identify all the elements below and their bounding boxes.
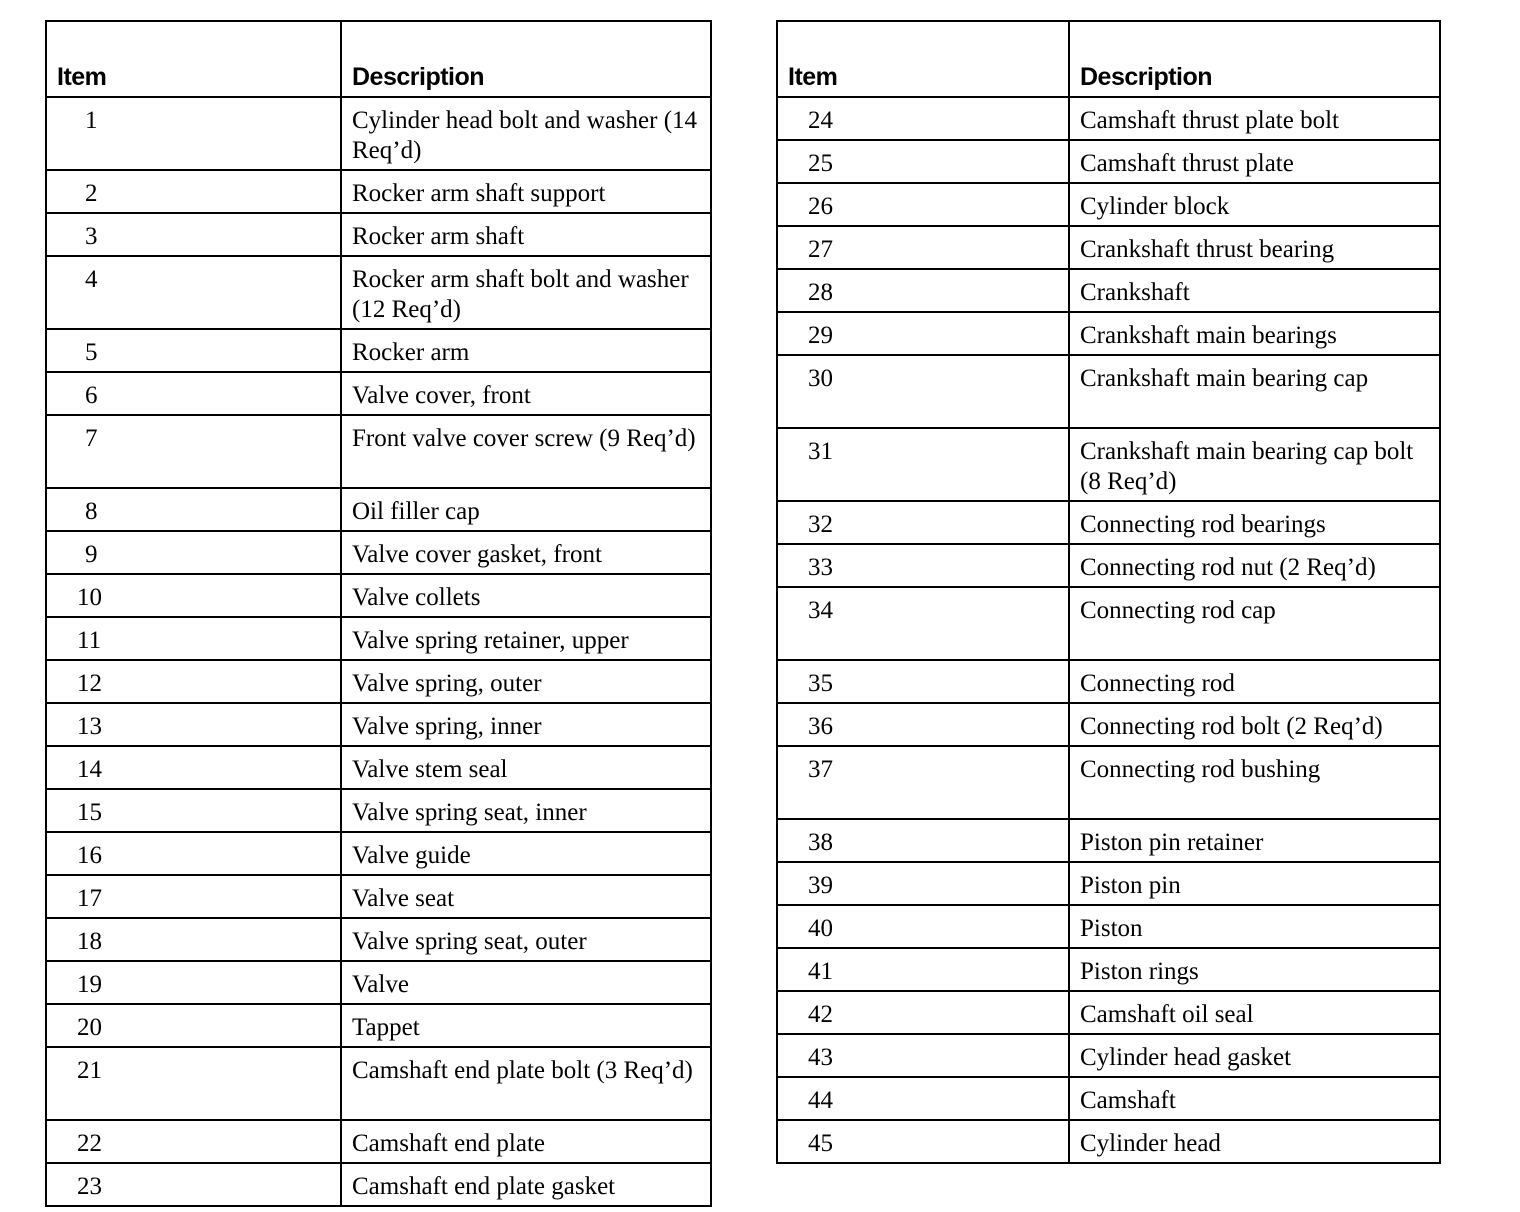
item-description: Valve spring retainer, upper xyxy=(341,617,711,660)
table-row xyxy=(46,1047,711,1120)
item-description: Connecting rod xyxy=(1069,660,1440,703)
item-number: 13 xyxy=(46,703,341,746)
table-row xyxy=(46,531,711,574)
table-row xyxy=(777,660,1440,703)
item-number: 3 xyxy=(46,213,341,256)
table-row xyxy=(777,269,1440,312)
item-number: 22 xyxy=(46,1120,341,1163)
item-description: Valve seat xyxy=(341,875,711,918)
item-number: 39 xyxy=(777,862,1069,905)
item-number: 26 xyxy=(777,183,1069,226)
item-description: Valve cover, front xyxy=(341,372,711,415)
header-row xyxy=(46,21,711,97)
item-description: Camshaft xyxy=(1069,1077,1440,1120)
table-row xyxy=(46,918,711,961)
item-description: Front valve cover screw (9 Req’d) xyxy=(341,415,711,488)
item-number: 19 xyxy=(46,961,341,1004)
item-description: Crankshaft main bearing cap xyxy=(1069,355,1440,428)
item-description: Valve xyxy=(341,961,711,1004)
item-description: Rocker arm xyxy=(341,329,711,372)
item-description: Valve spring seat, outer xyxy=(341,918,711,961)
item-number: 42 xyxy=(777,991,1069,1034)
item-number: 45 xyxy=(777,1120,1069,1163)
item-description: Valve guide xyxy=(341,832,711,875)
item-description: Crankshaft main bearing cap bolt (8 Req’d) xyxy=(1069,428,1440,501)
table-row xyxy=(777,428,1440,501)
item-header: Item xyxy=(777,21,1069,97)
item-description: Camshaft oil seal xyxy=(1069,991,1440,1034)
item-number: 27 xyxy=(777,226,1069,269)
parts-table-left xyxy=(45,20,712,1207)
table-row xyxy=(777,544,1440,587)
item-number: 16 xyxy=(46,832,341,875)
table-row xyxy=(46,1163,711,1206)
item-number: 7 xyxy=(46,415,341,488)
item-description: Piston pin xyxy=(1069,862,1440,905)
item-number: 4 xyxy=(46,256,341,329)
item-description: Camshaft end plate gasket xyxy=(341,1163,711,1206)
item-number: 14 xyxy=(46,746,341,789)
table-row xyxy=(777,703,1440,746)
table-row xyxy=(777,862,1440,905)
item-description: Cylinder head bolt and washer (14 Req’d) xyxy=(341,97,711,170)
table-row xyxy=(777,312,1440,355)
item-description: Camshaft thrust plate xyxy=(1069,140,1440,183)
table-row xyxy=(777,1120,1440,1163)
header-row xyxy=(777,21,1440,97)
item-number: 23 xyxy=(46,1163,341,1206)
item-number: 34 xyxy=(777,587,1069,660)
item-header: Item xyxy=(46,21,341,97)
item-description: Crankshaft xyxy=(1069,269,1440,312)
parts-table-left-body xyxy=(46,97,711,1206)
item-number: 30 xyxy=(777,355,1069,428)
item-number: 33 xyxy=(777,544,1069,587)
item-number: 15 xyxy=(46,789,341,832)
item-description: Tappet xyxy=(341,1004,711,1047)
item-description: Cylinder head gasket xyxy=(1069,1034,1440,1077)
item-number: 43 xyxy=(777,1034,1069,1077)
item-number: 24 xyxy=(777,97,1069,140)
table-row xyxy=(46,256,711,329)
item-number: 36 xyxy=(777,703,1069,746)
table-row xyxy=(46,170,711,213)
table-row xyxy=(777,746,1440,819)
item-description: Camshaft thrust plate bolt xyxy=(1069,97,1440,140)
item-description: Connecting rod bushing xyxy=(1069,746,1440,819)
item-number: 8 xyxy=(46,488,341,531)
item-description: Rocker arm shaft bolt and washer (12 Req’d) xyxy=(341,256,711,329)
table-row xyxy=(777,183,1440,226)
table-row xyxy=(777,819,1440,862)
item-number: 25 xyxy=(777,140,1069,183)
item-number: 12 xyxy=(46,660,341,703)
table-row xyxy=(46,789,711,832)
table-row xyxy=(46,875,711,918)
item-description: Valve stem seal xyxy=(341,746,711,789)
table-row xyxy=(46,213,711,256)
item-description: Valve spring, inner xyxy=(341,703,711,746)
item-number: 18 xyxy=(46,918,341,961)
parts-table-right xyxy=(776,20,1441,1164)
table-row xyxy=(46,372,711,415)
table-row xyxy=(46,488,711,531)
item-description: Valve cover gasket, front xyxy=(341,531,711,574)
table-row xyxy=(46,703,711,746)
item-description: Piston pin retainer xyxy=(1069,819,1440,862)
table-row xyxy=(46,617,711,660)
table-row xyxy=(46,415,711,488)
table-row xyxy=(46,1004,711,1047)
item-description: Crankshaft main bearings xyxy=(1069,312,1440,355)
item-number: 35 xyxy=(777,660,1069,703)
item-description: Connecting rod bolt (2 Req’d) xyxy=(1069,703,1440,746)
item-number: 40 xyxy=(777,905,1069,948)
table-row xyxy=(777,991,1440,1034)
table-row xyxy=(777,501,1440,544)
table-row xyxy=(46,832,711,875)
table-row xyxy=(46,746,711,789)
item-number: 41 xyxy=(777,948,1069,991)
table-row xyxy=(777,97,1440,140)
item-number: 38 xyxy=(777,819,1069,862)
item-description: Piston xyxy=(1069,905,1440,948)
item-description: Valve collets xyxy=(341,574,711,617)
table-row xyxy=(777,140,1440,183)
item-number: 44 xyxy=(777,1077,1069,1120)
table-row xyxy=(46,97,711,170)
table-row xyxy=(46,574,711,617)
item-description: Piston rings xyxy=(1069,948,1440,991)
item-description: Cylinder head xyxy=(1069,1120,1440,1163)
item-description: Rocker arm shaft xyxy=(341,213,711,256)
description-header: Description xyxy=(1069,21,1440,97)
item-description: Cylinder block xyxy=(1069,183,1440,226)
description-header: Description xyxy=(341,21,711,97)
table-row xyxy=(777,226,1440,269)
table-row xyxy=(46,961,711,1004)
item-number: 1 xyxy=(46,97,341,170)
item-number: 20 xyxy=(46,1004,341,1047)
item-number: 31 xyxy=(777,428,1069,501)
item-description: Camshaft end plate xyxy=(341,1120,711,1163)
table-row xyxy=(46,1120,711,1163)
item-description: Crankshaft thrust bearing xyxy=(1069,226,1440,269)
item-description: Camshaft end plate bolt (3 Req’d) xyxy=(341,1047,711,1120)
item-description: Valve spring seat, inner xyxy=(341,789,711,832)
parts-table-right-body xyxy=(777,97,1440,1163)
item-number: 32 xyxy=(777,501,1069,544)
table-row xyxy=(46,329,711,372)
table-row xyxy=(777,355,1440,428)
item-number: 11 xyxy=(46,617,341,660)
item-description: Connecting rod nut (2 Req’d) xyxy=(1069,544,1440,587)
item-number: 10 xyxy=(46,574,341,617)
item-number: 37 xyxy=(777,746,1069,819)
table-row xyxy=(777,948,1440,991)
item-number: 17 xyxy=(46,875,341,918)
item-description: Connecting rod bearings xyxy=(1069,501,1440,544)
table-row xyxy=(777,1034,1440,1077)
item-description: Valve spring, outer xyxy=(341,660,711,703)
item-description: Connecting rod cap xyxy=(1069,587,1440,660)
table-row xyxy=(46,660,711,703)
item-number: 6 xyxy=(46,372,341,415)
item-number: 21 xyxy=(46,1047,341,1120)
item-number: 9 xyxy=(46,531,341,574)
item-description: Oil filler cap xyxy=(341,488,711,531)
item-number: 29 xyxy=(777,312,1069,355)
item-description: Rocker arm shaft support xyxy=(341,170,711,213)
item-number: 5 xyxy=(46,329,341,372)
item-number: 28 xyxy=(777,269,1069,312)
item-number: 2 xyxy=(46,170,341,213)
table-row xyxy=(777,905,1440,948)
table-row xyxy=(777,1077,1440,1120)
table-row xyxy=(777,587,1440,660)
